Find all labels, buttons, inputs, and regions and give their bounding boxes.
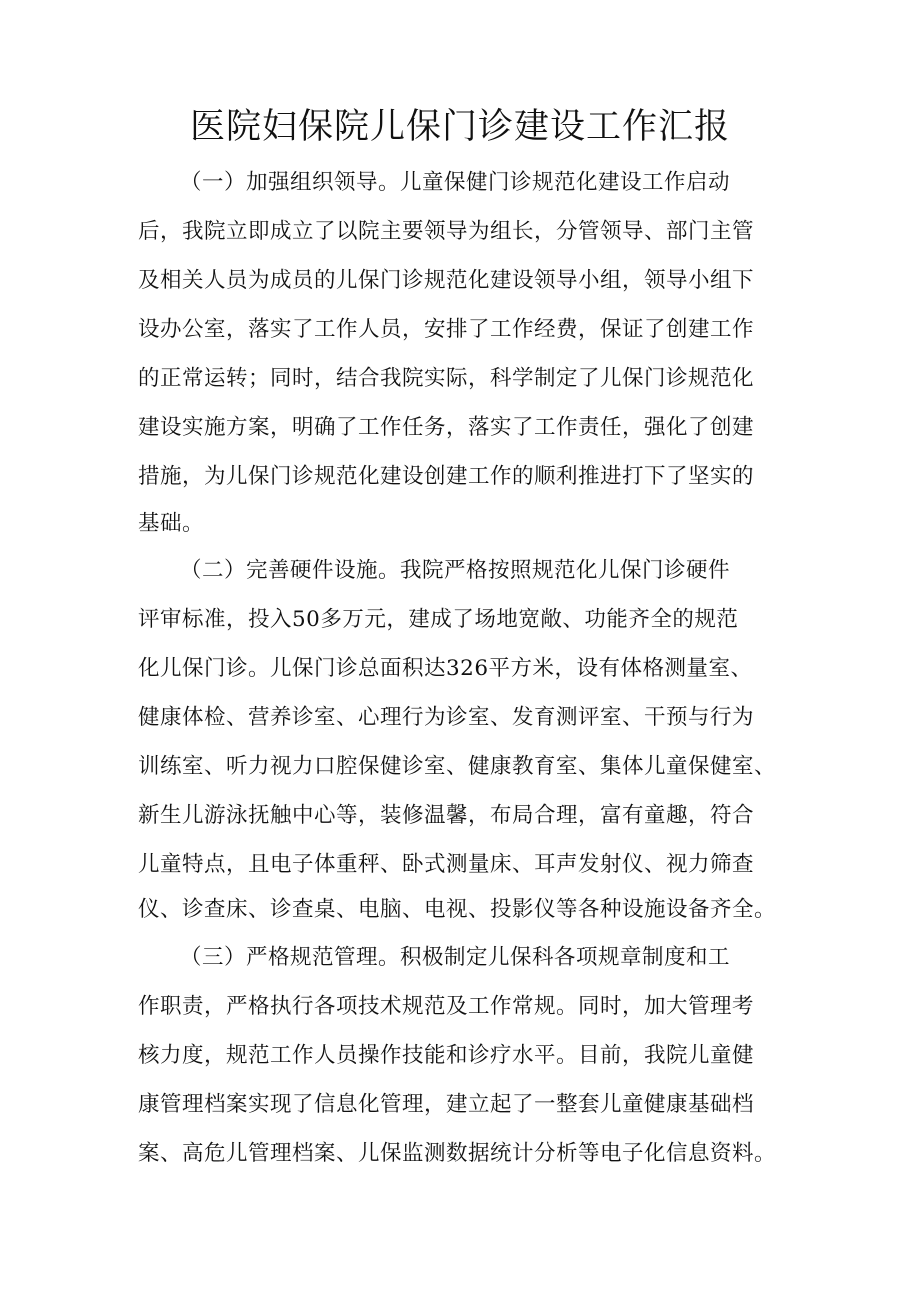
paragraph-2-line-3: 化儿保门诊。儿保门诊总面积达326平方米，设有体格测量室、 <box>138 656 753 681</box>
paragraph-1-line-5: 的正常运转；同时，结合我院实际，科学制定了儿保门诊规范化 <box>138 366 755 391</box>
paragraph-3-line-5: 案、高危儿管理档案、儿保监测数据统计分析等电子化信息资料。 <box>138 1141 777 1166</box>
paragraph-1-line-6: 建设实施方案，明确了工作任务，落实了工作责任，强化了创建 <box>138 415 755 440</box>
paragraph-2-line-1: （二）完善硬件设施。我院严格按照规范化儿保门诊硬件 <box>180 558 731 583</box>
paragraph-2-line-8: 仪、诊查床、诊查桌、电脑、电视、投影仪等各种设施设备齐全。 <box>138 897 777 922</box>
paragraph-3-line-3: 核力度，规范工作人员操作技能和诊疗水平。目前，我院儿童健 <box>138 1043 755 1068</box>
paragraph-1-line-1: （一）加强组织领导。儿童保健门诊规范化建设工作启动 <box>180 170 731 195</box>
paragraph-2-line-6: 新生儿游泳抚触中心等，装修温馨，布局合理，富有童趣，符合 <box>138 803 755 828</box>
paragraph-1-line-2: 后，我院立即成立了以院主要领导为组长，分管领导、部门主管 <box>138 219 755 244</box>
paragraph-3-line-4: 康管理档案实现了信息化管理，建立起了一整套儿童健康基础档 <box>138 1092 755 1117</box>
paragraph-2-line-5: 训练室、听力视力口腔保健诊室、健康教育室、集体儿童保健室、 <box>138 754 777 779</box>
paragraph-3-line-2: 作职责，严格执行各项技术规范及工作常规。同时，加大管理考 <box>138 994 755 1019</box>
paragraph-2-line-7: 儿童特点，且电子体重秤、卧式测量床、耳声发射仪、视力筛查 <box>138 852 755 877</box>
paragraph-3-line-1: （三）严格规范管理。积极制定儿保科各项规章制度和工 <box>180 945 731 970</box>
paragraph-2-line-2: 评审标准，投入50多万元，建成了场地宽敞、功能齐全的规范 <box>138 607 739 632</box>
paragraph-1-line-3: 及相关人员为成员的儿保门诊规范化建设领导小组，领导小组下 <box>138 268 755 293</box>
document-title: 医院妇保院儿保门诊建设工作汇报 <box>189 107 730 147</box>
paragraph-1-line-7: 措施，为儿保门诊规范化建设创建工作的顺利推进打下了坚实的 <box>138 464 755 489</box>
paragraph-1-line-8: 基础。 <box>138 511 205 536</box>
paragraph-2-line-4: 健康体检、营养诊室、心理行为诊室、发育测评室、干预与行为 <box>138 705 755 730</box>
paragraph-1-line-4: 设办公室，落实了工作人员，安排了工作经费，保证了创建工作 <box>138 317 755 342</box>
